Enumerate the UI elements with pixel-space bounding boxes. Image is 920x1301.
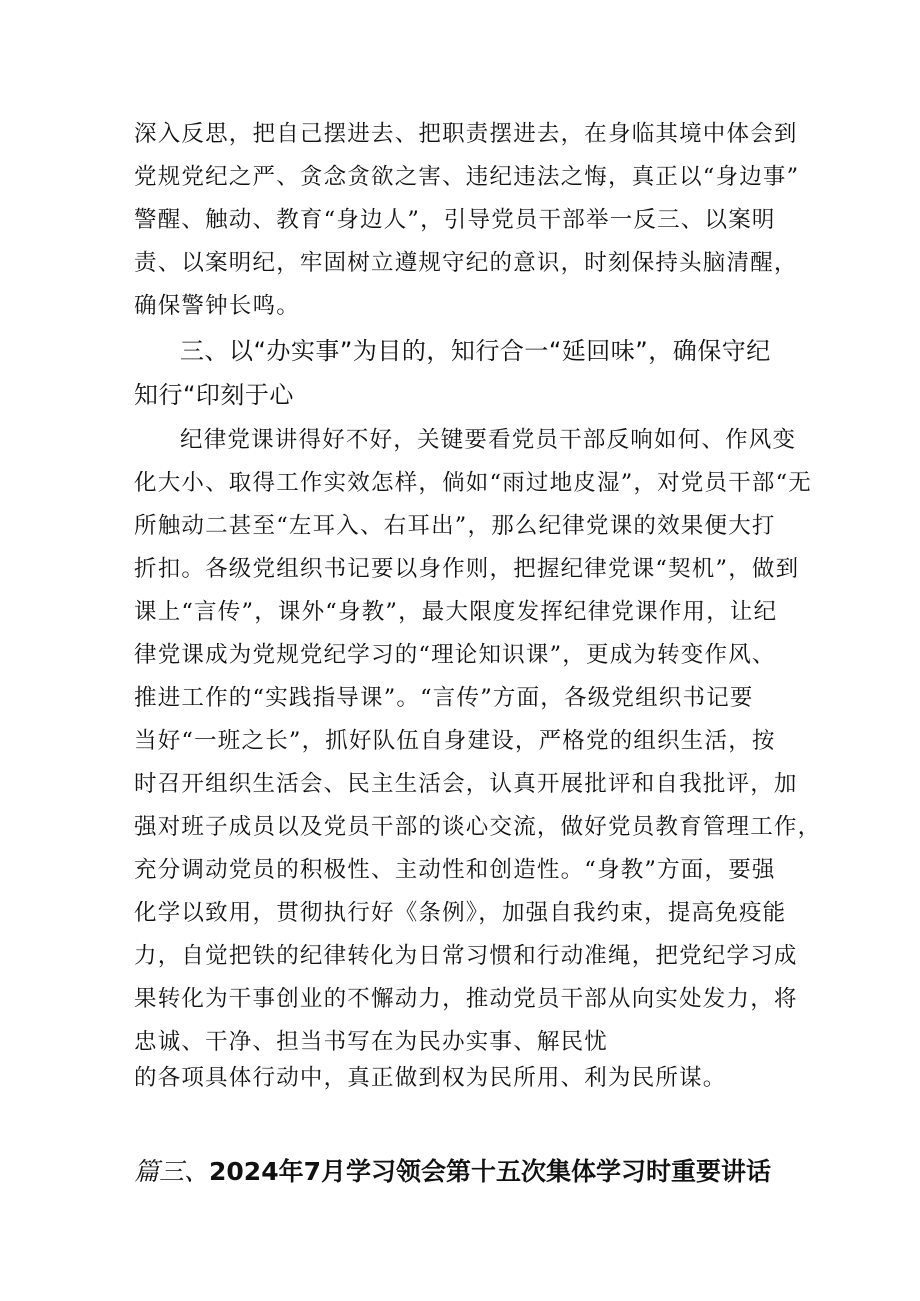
paragraph-line: 党规党纪之严、贪念贪欲之害、违纪违法之悔，真正以“身边事” (134, 164, 800, 190)
paragraph-line: 折扣。各级党组织书记要以身作则，把握纪律党课“契机”，做到 (134, 556, 800, 582)
paragraph-line: 责、以案明纪，牢固树立遵规守纪的意识，时刻保持头脑清醒， (134, 250, 798, 276)
paragraph-line: 警醒、触动、教育“身边人”，引导党员干部举一反三、以案明 (134, 207, 776, 233)
paragraph-line: 化大小、取得工作实效怎样，倘如“雨过地皮湿”，对党员干部“无 (134, 470, 813, 496)
paragraph-line: 纪律党课讲得好不好，关键要看党员干部反响如何、作风变 (180, 427, 797, 453)
heading-line: 知行“印刻于心 (134, 381, 294, 409)
paragraph-line: 强对班子成员以及党员干部的谈心交流，做好党员教育管理工作， (134, 814, 822, 840)
paragraph-line: 确保警钟长鸣。 (134, 293, 300, 319)
paragraph-line: 所触动二甚至“左耳入、右耳出”，那么纪律党课的效果便大打 (134, 513, 776, 539)
heading-line: 三、以“办实事”为目的，知行合一“延回味”，确保守纪 (180, 337, 771, 365)
chapter-title (134, 1155, 771, 1189)
chapter-text: 2024年7月学习领会第十五次集体学习时重要讲话 (209, 1157, 771, 1186)
paragraph-line: 时召开组织生活会、民主生活会，认真开展批评和自我批评，加 (134, 771, 798, 797)
paragraph-line: 忠诚、干净、担当书写在为民办实事、解民忧 (134, 1029, 609, 1055)
paragraph-line: 化学以致用，贯彻执行好《条例》，加强自我约束，提高免疫能 (134, 900, 787, 926)
paragraph-line: 果转化为干事创业的不懈动力，推动党员干部从向实处发力，将 (134, 986, 798, 1012)
paragraph-line: 力，自觉把铁的纪律转化为日常习惯和行动准绳，把党纪学习成 (134, 943, 798, 969)
paragraph-line: 律党课成为党规党纪学习的“理论知识课”，更成为转变作风、 (134, 642, 776, 668)
paragraph-line: 推进工作的“实践指导课”。“言传”方面，各级党组织书记要 (134, 685, 754, 711)
chapter-prefix: 篇三、 (134, 1157, 210, 1186)
paragraph-line: 充分调动党员的积极性、主动性和创造性。“身教”方面，要强 (134, 857, 776, 883)
paragraph-line: 的各项具体行动中，真正做到权为民所用、利为民所谋。 (134, 1065, 727, 1091)
paragraph-line: 深入反思，把自己摆进去、把职责摆进去，在身临其境中体会到 (134, 121, 798, 147)
paragraph-line: 课上“言传”，课外“身教”，最大限度发挥纪律党课作用，让纪 (134, 599, 778, 625)
paragraph-line: 当好“一班之长”，抓好队伍自身建设，严格党的组织生活，按 (134, 728, 776, 754)
